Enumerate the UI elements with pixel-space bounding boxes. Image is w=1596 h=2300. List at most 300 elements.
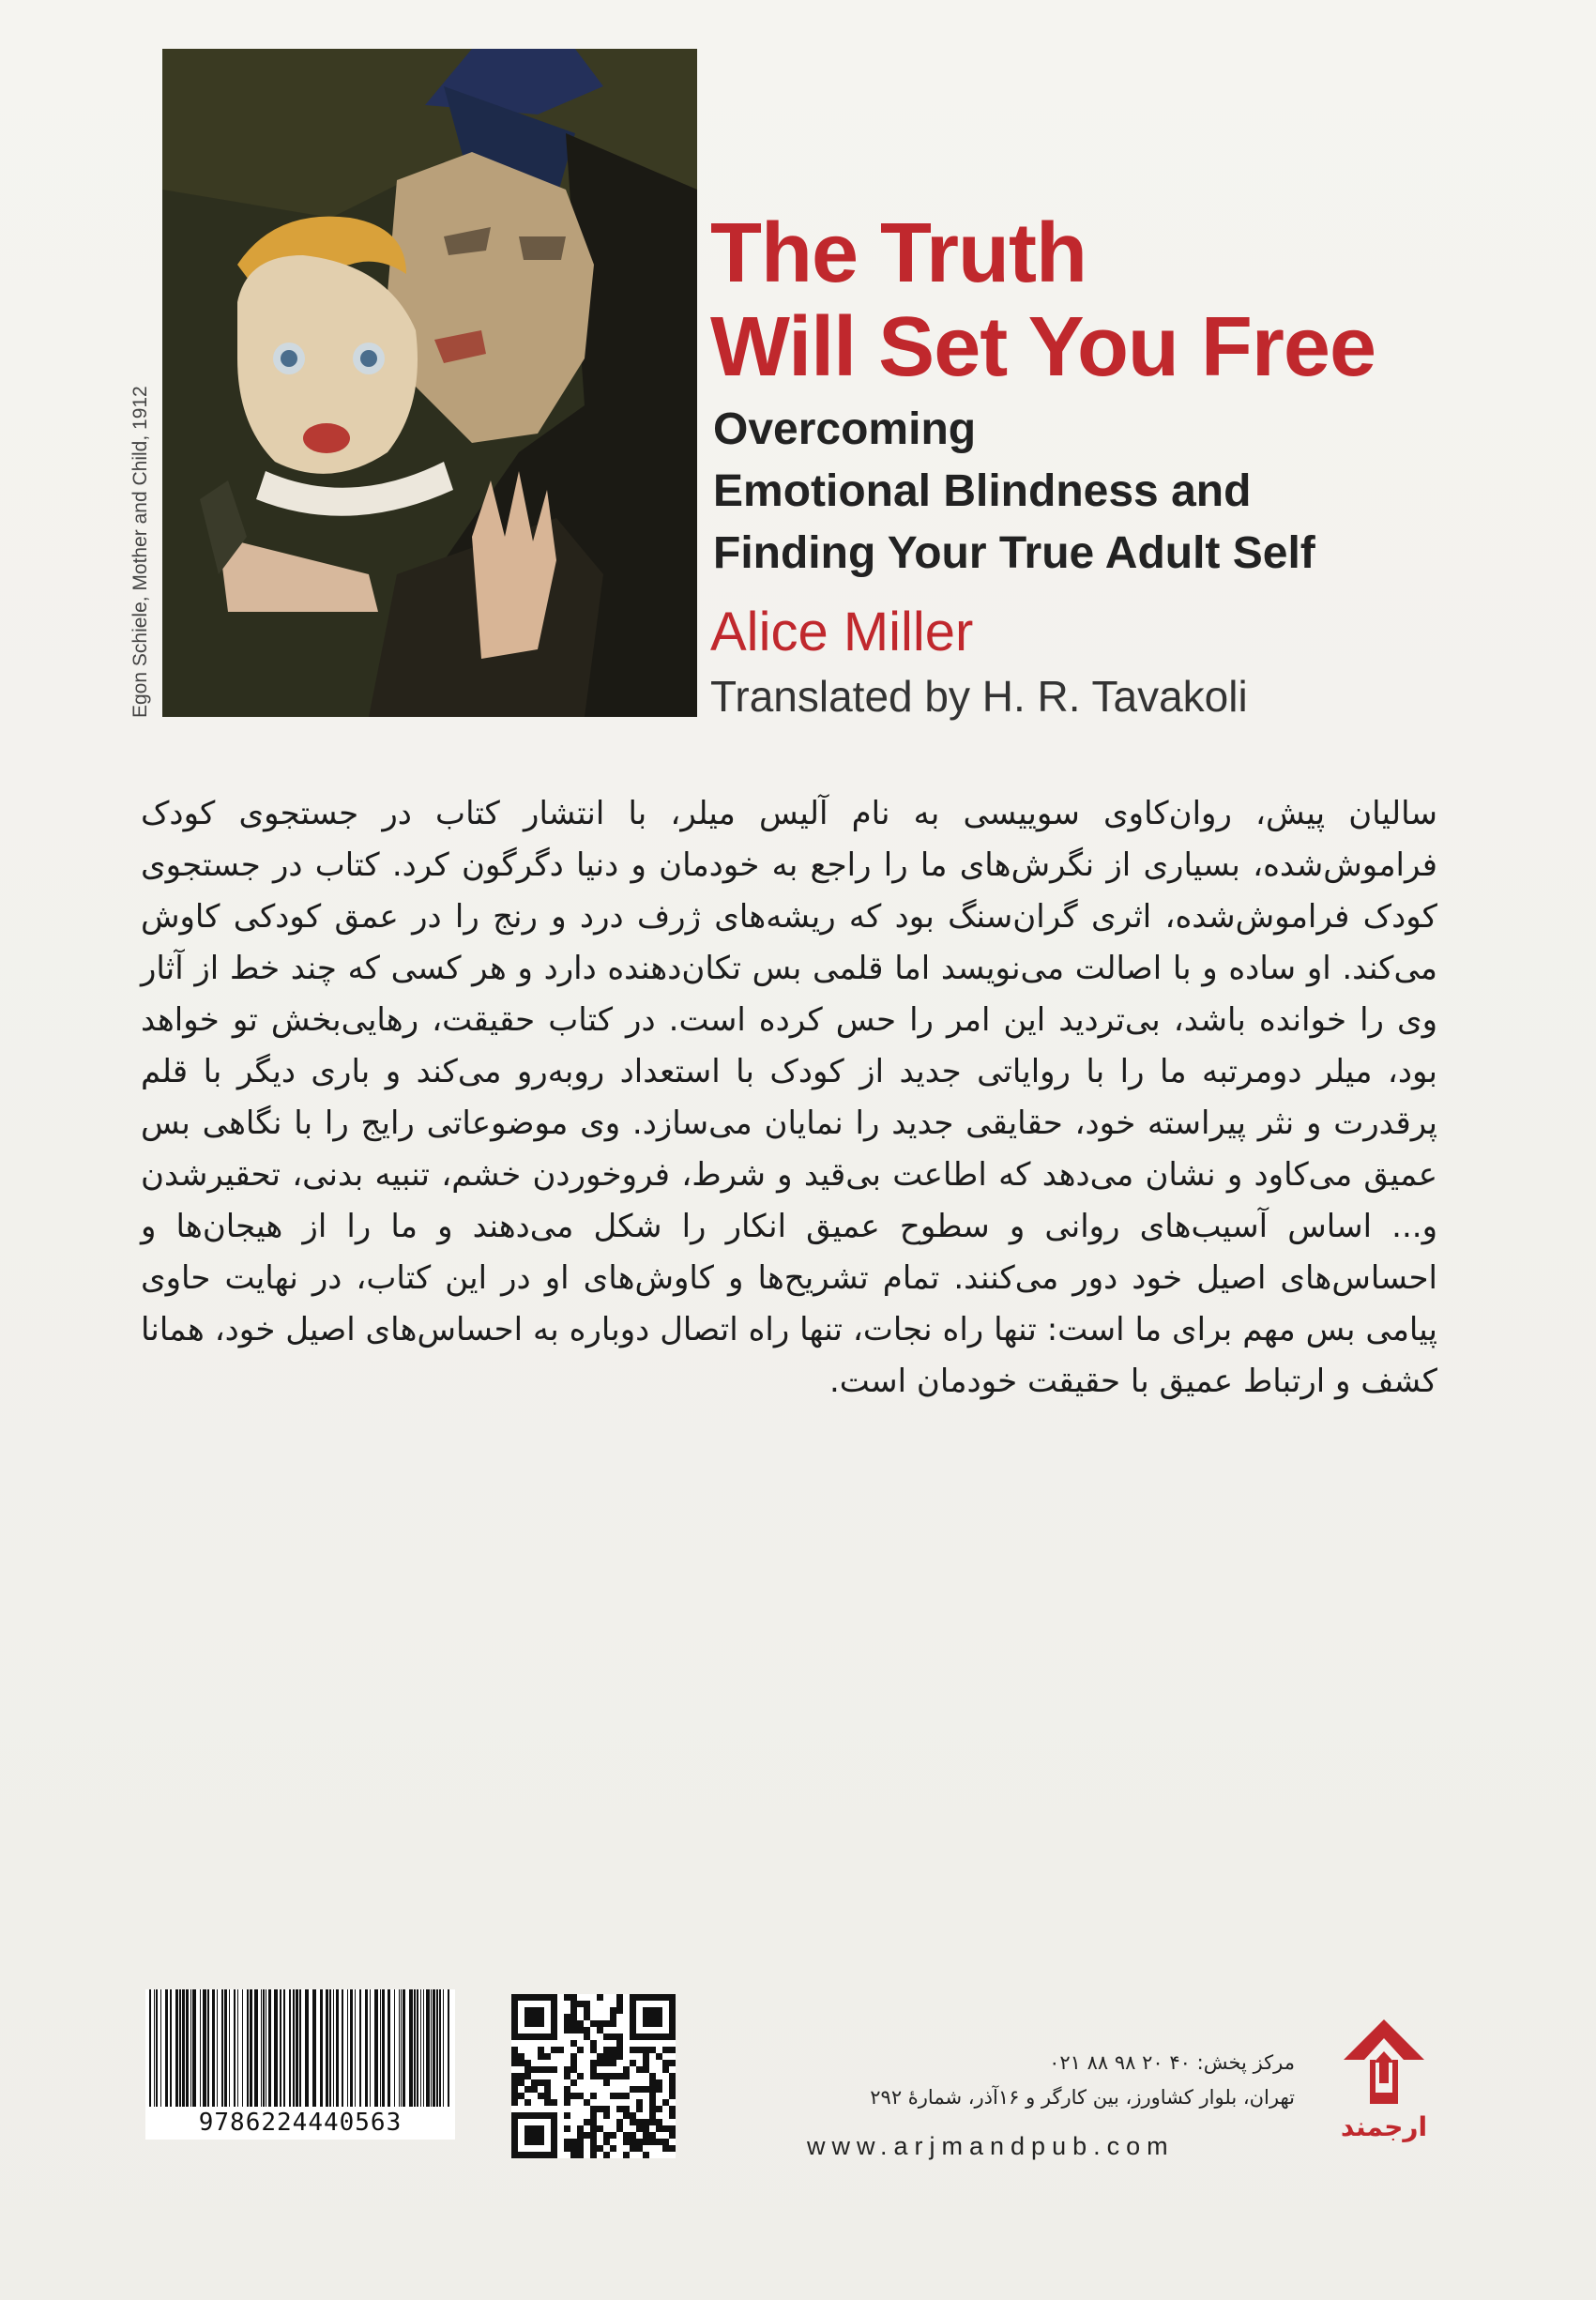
barcode-bar xyxy=(289,1989,291,2107)
barcode-bar xyxy=(234,1989,236,2107)
qr-module xyxy=(669,2047,676,2053)
barcode-bar xyxy=(401,1989,402,2107)
qr-module xyxy=(610,2047,616,2053)
qr-module xyxy=(662,2145,669,2152)
barcode-bar xyxy=(296,1989,298,2107)
qr-module xyxy=(610,2007,616,2014)
qr-module xyxy=(669,2132,676,2139)
barcode-bar xyxy=(261,1989,262,2107)
qr-module xyxy=(662,2125,669,2132)
qr-module xyxy=(590,2040,597,2047)
qr-module xyxy=(524,2066,531,2073)
qr-module xyxy=(590,2060,597,2066)
qr-module xyxy=(531,2086,538,2093)
qr-module xyxy=(590,2073,597,2079)
barcode-bar xyxy=(280,1989,281,2107)
qr-module xyxy=(590,2119,597,2125)
qr-finder-core xyxy=(643,2007,662,2027)
book-blurb xyxy=(141,788,1437,1408)
barcode-bar xyxy=(380,1989,381,2107)
qr-module xyxy=(564,2139,570,2145)
qr-module xyxy=(570,2145,577,2152)
qr-module xyxy=(564,2145,570,2152)
barcode-bar xyxy=(414,1989,416,2107)
qr-module xyxy=(570,2060,577,2066)
qr-module xyxy=(616,2106,623,2112)
qr-module xyxy=(531,2079,538,2086)
barcode-bar xyxy=(388,1989,390,2107)
qr-module xyxy=(544,2093,551,2099)
qr-module xyxy=(643,2086,649,2093)
qr-module xyxy=(603,2073,610,2079)
book-subtitle xyxy=(713,399,1315,585)
barcode-bar xyxy=(212,1989,215,2107)
barcode-bars xyxy=(145,1989,455,2107)
qr-module xyxy=(570,1994,577,2001)
qr-module xyxy=(603,2033,610,2040)
qr-module xyxy=(577,2125,584,2132)
qr-module xyxy=(564,2125,570,2132)
qr-module xyxy=(570,2053,577,2060)
barcode-bar xyxy=(154,1989,155,2107)
qr-module xyxy=(551,2066,557,2073)
qr-module xyxy=(616,2033,623,2040)
qr-module xyxy=(570,2139,577,2145)
barcode-bar xyxy=(247,1989,249,2107)
barcode-bar xyxy=(254,1989,258,2107)
qr-module xyxy=(584,2119,590,2125)
qr-module xyxy=(630,2060,636,2066)
qr-module xyxy=(570,2014,577,2020)
qr-module xyxy=(656,2053,662,2060)
qr-module xyxy=(564,2073,570,2079)
qr-module xyxy=(590,2106,597,2112)
barcode-bar xyxy=(192,1989,196,2107)
qr-module xyxy=(538,2093,544,2099)
qr-module xyxy=(603,2152,610,2158)
barcode-bar xyxy=(423,1989,424,2107)
qr-module xyxy=(649,2099,656,2106)
barcode-bar xyxy=(190,1989,191,2107)
qr-module xyxy=(564,1994,570,2001)
barcode-bar xyxy=(274,1989,278,2107)
qr-module xyxy=(616,2093,623,2099)
subtitle-line-1: Overcoming xyxy=(713,404,977,454)
barcode-bar xyxy=(355,1989,356,2107)
barcode-bar xyxy=(312,1989,316,2107)
isbn-barcode xyxy=(145,1989,455,2140)
qr-module xyxy=(610,2073,616,2079)
barcode-bar xyxy=(207,1989,209,2107)
barcode-bar xyxy=(417,1989,418,2107)
qr-module xyxy=(643,2125,649,2132)
qr-module xyxy=(557,2047,564,2053)
qr-module xyxy=(669,2086,676,2093)
qr-module xyxy=(636,2125,643,2132)
qr-module xyxy=(511,2060,518,2066)
qr-module xyxy=(577,2047,584,2053)
qr-module xyxy=(531,2066,538,2073)
barcode-bar xyxy=(320,1989,323,2107)
qr-module xyxy=(630,2139,636,2145)
qr-module xyxy=(511,2047,518,2053)
qr-module xyxy=(643,2047,649,2053)
qr-module xyxy=(630,2132,636,2139)
qr-module xyxy=(570,2079,577,2086)
qr-module xyxy=(577,2132,584,2139)
qr-module xyxy=(656,2086,662,2093)
qr-module xyxy=(669,2073,676,2079)
qr-module xyxy=(544,2079,551,2086)
qr-module xyxy=(610,2132,616,2139)
qr-module xyxy=(597,2060,603,2066)
qr-module xyxy=(577,2020,584,2027)
qr-module xyxy=(669,2106,676,2112)
barcode-bar xyxy=(374,1989,378,2107)
qr-module xyxy=(597,2125,603,2132)
qr-module xyxy=(643,2060,649,2066)
qr-finder-core xyxy=(524,2125,544,2145)
qr-module xyxy=(518,2073,524,2079)
qr-module xyxy=(610,2014,616,2020)
barcode-bar xyxy=(268,1989,271,2107)
qr-module xyxy=(649,2093,656,2099)
barcode-bar xyxy=(329,1989,331,2107)
qr-module xyxy=(590,2112,597,2119)
qr-module xyxy=(643,2132,649,2139)
qr-module xyxy=(511,2093,518,2099)
barcode-bar xyxy=(229,1989,230,2107)
barcode-bar xyxy=(431,1989,432,2107)
barcode-bar xyxy=(186,1989,189,2107)
barcode-bar xyxy=(420,1989,421,2107)
qr-module xyxy=(597,2106,603,2112)
qr-module xyxy=(630,2112,636,2119)
qr-module xyxy=(544,2099,551,2106)
qr-module xyxy=(544,2053,551,2060)
qr-module xyxy=(524,2060,531,2066)
qr-module xyxy=(538,2053,544,2060)
qr-module xyxy=(662,2139,669,2145)
qr-finder-core xyxy=(524,2007,544,2027)
qr-module xyxy=(538,2066,544,2073)
qr-module xyxy=(616,2040,623,2047)
qr-module xyxy=(649,2106,656,2112)
painting-illustration xyxy=(162,49,697,717)
publisher-logo xyxy=(1332,2018,1436,2149)
qr-module xyxy=(603,2112,610,2119)
qr-module xyxy=(643,2139,649,2145)
distribution-phone: مرکز پخش: ۴۰ ۲۰ ۹۸ ۸۸ ۰۲۱ xyxy=(1049,2051,1295,2074)
qr-module xyxy=(584,2099,590,2106)
qr-module xyxy=(669,2093,676,2099)
qr-module xyxy=(597,1994,603,2001)
qr-module xyxy=(524,2073,531,2079)
qr-module xyxy=(656,2125,662,2132)
qr-module xyxy=(623,2152,630,2158)
barcode-bar xyxy=(342,1989,343,2107)
qr-module xyxy=(662,2047,669,2053)
qr-module xyxy=(649,2047,656,2053)
qr-module xyxy=(610,2060,616,2066)
qr-module xyxy=(518,2060,524,2066)
qr-module xyxy=(511,2079,518,2086)
qr-module xyxy=(662,2060,669,2066)
qr-module xyxy=(623,2093,630,2099)
qr-module xyxy=(623,2066,630,2073)
barcode-bar xyxy=(347,1989,348,2107)
barcode-bar xyxy=(237,1989,238,2107)
qr-module xyxy=(636,2047,643,2053)
qr-module xyxy=(603,2047,610,2053)
qr-module xyxy=(570,2001,577,2007)
qr-module xyxy=(590,2020,597,2027)
qr-module xyxy=(590,2145,597,2152)
publisher-logo-text: ارجمند xyxy=(1340,2111,1428,2142)
qr-module xyxy=(669,2079,676,2086)
qr-module xyxy=(564,2027,570,2033)
qr-module xyxy=(538,2047,544,2053)
qr-module xyxy=(590,2132,597,2139)
qr-module xyxy=(564,2020,570,2027)
qr-module xyxy=(570,2066,577,2073)
qr-module xyxy=(584,2027,590,2033)
qr-module xyxy=(616,2001,623,2007)
qr-module xyxy=(630,2119,636,2125)
qr-module xyxy=(623,2132,630,2139)
barcode-bar xyxy=(394,1989,395,2107)
qr-module xyxy=(597,2053,603,2060)
qr-module xyxy=(636,2119,643,2125)
qr-module xyxy=(649,2119,656,2125)
qr-module xyxy=(649,2079,656,2086)
qr-module xyxy=(603,2060,610,2066)
qr-module xyxy=(610,2093,616,2099)
qr-module xyxy=(590,2139,597,2145)
qr-module xyxy=(603,2053,610,2060)
qr-code-pattern xyxy=(511,1994,676,2158)
qr-module xyxy=(511,2099,518,2106)
qr-module xyxy=(584,2001,590,2007)
qr-module xyxy=(577,2001,584,2007)
qr-module xyxy=(656,2079,662,2086)
qr-module xyxy=(564,2014,570,2020)
qr-module xyxy=(597,2145,603,2152)
qr-module xyxy=(524,2086,531,2093)
qr-module xyxy=(570,2007,577,2014)
qr-module xyxy=(623,2112,630,2119)
publisher-info xyxy=(807,2046,1295,2115)
barcode-bar xyxy=(399,1989,400,2107)
qr-module xyxy=(564,2093,570,2099)
qr-module xyxy=(636,2086,643,2093)
qr-module xyxy=(577,2093,584,2099)
qr-module xyxy=(597,2027,603,2033)
barcode-bar xyxy=(242,1989,243,2107)
qr-module xyxy=(610,2033,616,2040)
barcode-bar xyxy=(217,1989,218,2107)
qr-module xyxy=(584,2007,590,2014)
qr-module xyxy=(623,2106,630,2112)
barcode-bar xyxy=(221,1989,223,2107)
qr-module xyxy=(636,2139,643,2145)
book-title xyxy=(710,206,1376,394)
qr-module xyxy=(643,2066,649,2073)
barcode-bar xyxy=(370,1989,371,2107)
barcode-bar xyxy=(200,1989,201,2107)
qr-module xyxy=(577,2152,584,2158)
qr-module xyxy=(656,2119,662,2125)
barcode-bar xyxy=(365,1989,368,2107)
publisher-website: www.arjmandpub.com xyxy=(807,2132,1175,2160)
qr-module xyxy=(656,2139,662,2145)
qr-module xyxy=(544,2086,551,2093)
barcode-bar xyxy=(439,1989,441,2107)
barcode-bar xyxy=(203,1989,206,2107)
qr-module xyxy=(649,2112,656,2119)
qr-module xyxy=(669,2125,676,2132)
barcode-bar xyxy=(333,1989,334,2107)
qr-module xyxy=(616,1994,623,2001)
qr-module xyxy=(564,2086,570,2093)
qr-module xyxy=(570,2020,577,2027)
qr-module xyxy=(643,2152,649,2158)
arjmand-logo-icon xyxy=(1342,2018,1426,2107)
qr-module xyxy=(636,2066,643,2073)
qr-module xyxy=(649,2086,656,2093)
qr-module xyxy=(597,2073,603,2079)
qr-module xyxy=(518,2079,524,2086)
painting-credit: Egon Schiele, Mother and Child, 1912 xyxy=(129,386,151,718)
qr-module xyxy=(564,2099,570,2106)
qr-module xyxy=(511,2073,518,2079)
subtitle-line-2: Emotional Blindness and xyxy=(713,466,1252,516)
qr-module xyxy=(590,2066,597,2073)
barcode-bar xyxy=(359,1989,361,2107)
qr-module xyxy=(511,2086,518,2093)
barcode-bar xyxy=(326,1989,328,2107)
barcode-bar xyxy=(350,1989,353,2107)
barcode-bar xyxy=(382,1989,385,2107)
qr-module xyxy=(643,2053,649,2060)
qr-module xyxy=(630,2047,636,2053)
qr-module xyxy=(636,2106,643,2112)
qr-module xyxy=(564,2066,570,2073)
barcode-bar xyxy=(149,1989,151,2107)
qr-module xyxy=(616,2119,623,2125)
barcode-bar xyxy=(299,1989,301,2107)
qr-module xyxy=(590,2125,597,2132)
qr-module xyxy=(524,2099,531,2106)
barcode-bar xyxy=(224,1989,227,2107)
barcode-bar xyxy=(170,1989,172,2107)
barcode-bar xyxy=(448,1989,449,2107)
qr-module xyxy=(511,2053,518,2060)
qr-module xyxy=(616,2125,623,2132)
barcode-bar xyxy=(293,1989,295,2107)
barcode-bar xyxy=(156,1989,158,2107)
qr-module xyxy=(649,2073,656,2079)
qr-module xyxy=(597,2020,603,2027)
qr-module xyxy=(518,2093,524,2099)
barcode-bar xyxy=(436,1989,438,2107)
barcode-bar xyxy=(179,1989,181,2107)
qr-module xyxy=(584,2132,590,2139)
qr-module xyxy=(630,2086,636,2093)
qr-module xyxy=(623,2139,630,2145)
qr-code xyxy=(511,1994,676,2158)
barcode-bar xyxy=(283,1989,285,2107)
qr-module xyxy=(616,2073,623,2079)
barcode-bar xyxy=(433,1989,435,2107)
barcode-bar xyxy=(160,1989,161,2107)
qr-module xyxy=(590,2047,597,2053)
qr-module xyxy=(649,2132,656,2139)
qr-module xyxy=(630,2145,636,2152)
qr-module xyxy=(551,2099,557,2106)
qr-module xyxy=(603,2020,610,2027)
qr-module xyxy=(570,2027,577,2033)
qr-module xyxy=(636,2099,643,2106)
barcode-bar xyxy=(305,1989,309,2107)
qr-module xyxy=(603,2132,610,2139)
qr-module xyxy=(669,2112,676,2119)
qr-module xyxy=(662,2066,669,2073)
barcode-bar xyxy=(263,1989,265,2107)
qr-module xyxy=(656,2106,662,2112)
title-line-1: The Truth xyxy=(710,206,1087,300)
qr-module xyxy=(577,2027,584,2033)
qr-module xyxy=(590,2093,597,2099)
qr-module xyxy=(616,2007,623,2014)
qr-module xyxy=(603,2139,610,2145)
qr-module xyxy=(570,2040,577,2047)
barcode-bar xyxy=(336,1989,339,2107)
barcode-bar xyxy=(165,1989,168,2107)
qr-module xyxy=(538,2079,544,2086)
qr-module xyxy=(610,2145,616,2152)
author-name: Alice Miller xyxy=(710,602,974,663)
barcode-bar xyxy=(443,1989,444,2107)
qr-module xyxy=(669,2145,676,2152)
barcode-bar xyxy=(409,1989,413,2107)
qr-module xyxy=(570,2093,577,2099)
qr-module xyxy=(616,2047,623,2053)
barcode-bar xyxy=(250,1989,252,2107)
qr-module xyxy=(544,2066,551,2073)
barcode-bar xyxy=(403,1989,405,2107)
qr-module xyxy=(577,2139,584,2145)
qr-module xyxy=(649,2139,656,2145)
qr-module xyxy=(610,2020,616,2027)
qr-module xyxy=(570,2152,577,2158)
qr-module xyxy=(669,2060,676,2066)
qr-module xyxy=(584,2033,590,2040)
barcode-bar xyxy=(182,1989,185,2107)
qr-module xyxy=(623,2073,630,2079)
qr-module xyxy=(584,2014,590,2020)
publisher-address: تهران، بلوار کشاورز، بین کارگر و ۱۶آذر، شمارهٔ ۲۹۲ xyxy=(870,2086,1295,2109)
qr-module xyxy=(610,2053,616,2060)
qr-module xyxy=(603,2106,610,2112)
qr-module xyxy=(603,2079,610,2086)
qr-module xyxy=(577,2145,584,2152)
cover-painting xyxy=(162,49,697,717)
subtitle-line-3: Finding Your True Adult Self xyxy=(713,528,1315,578)
qr-module xyxy=(643,2119,649,2125)
qr-module xyxy=(577,2073,584,2079)
title-line-2: Will Set You Free xyxy=(710,300,1376,394)
